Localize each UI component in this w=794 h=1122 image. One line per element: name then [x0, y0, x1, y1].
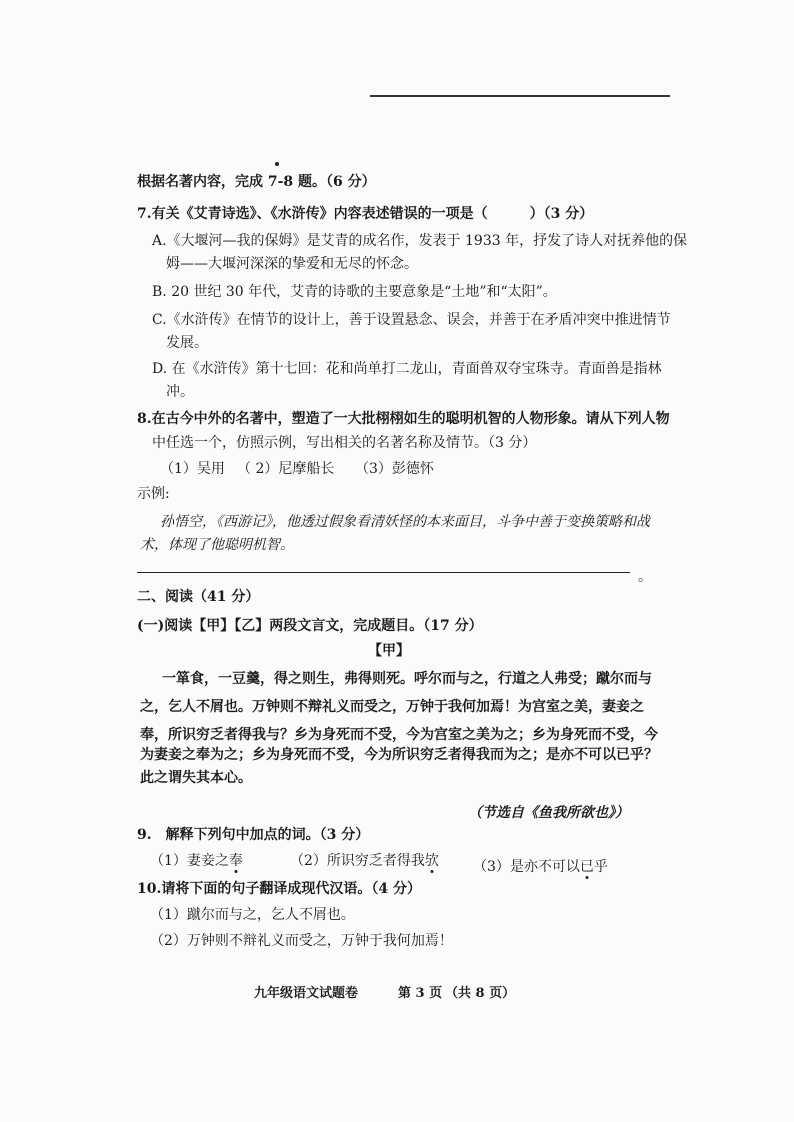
footer-title: 九年级语文试题卷 [254, 986, 359, 1001]
q7-option-d-line1: D. 在《水浒传》第十七回：花和尚单打二龙山，青面兽双夺宝珠寺。青面兽是指林 [152, 361, 662, 377]
q7-option-a-line1: A.《大堰河—我的保姆》是艾青的成名作，发表于 1933 年，抒发了诗人对抚养他的保 [152, 233, 688, 249]
q8-option-3: （3）彭德怀 [355, 461, 434, 477]
passage-line4: 为妻妾之奉为之；乡为身死而不受，今为所识穷乏者得我而为之；是亦不可以已乎？ [140, 747, 658, 763]
q8-option-1: （1）吴用 [160, 461, 225, 477]
passage-line3: 奉，所识穷乏者得我与？乡为身死而不受，今为宫室之美为之；乡为身死而不受，今 [140, 727, 658, 743]
passage-jia-heading: 【甲】 [368, 643, 410, 659]
q8-example-line1: 孙悟空，《西游记》，他透过假象看清妖怪的本来面目，斗争中善于变换策略和战 [160, 514, 650, 530]
q10-sentence-1: （1）蹴尔而与之，乞人不屑也。 [150, 907, 355, 923]
scan-top-border [370, 95, 670, 97]
passage-line1: 一箪食，一豆羹，得之则生，弗得则死。呼尔而与之，行道之人弗受；蹴尔而与 [162, 671, 652, 687]
q9-stem: 9. 解释下列句中加点的词。（3 分） [137, 827, 370, 843]
q9-item-2-text: （2）所识穷乏者得我 [290, 853, 425, 869]
q9-item-1-dotted-word: 奉 [228, 853, 243, 869]
footer-page: 第 3 页 [398, 986, 443, 1001]
q8-stem-line2: 中任选一个，仿照示例，写出相关的名著名称及情节。（3 分） [152, 435, 537, 451]
q9-item-2-dotted-word: 欤 [424, 853, 439, 869]
q9-item-3 [473, 858, 608, 876]
q7-option-c-line1: C.《水浒传》在情节的设计上，善于设置悬念、误会，并善于在矛盾冲突中推进情节 [152, 312, 671, 328]
answer-line-period: 。 [638, 569, 652, 585]
q9-item-3-dotted-word: 已 [579, 859, 594, 875]
q7-stem: 7.有关《艾青诗选》、《水浒传》内容表述错误的一项是（ ）（3 分） [137, 206, 594, 222]
ink-dot [275, 162, 279, 166]
q8-example-line2: 术，体现了他聪明机智。 [140, 537, 294, 553]
q7-option-a-line2: 姆——大堰河深深的挚爱和无尽的怀念。 [166, 256, 418, 272]
q9-item-3-tail: 乎 [593, 859, 608, 875]
q9-item-2 [290, 852, 439, 870]
passage-line2: 之，乞人不屑也。万钟则不辩礼义而受之，万钟于我何加焉！为宫室之美，妻妾之 [140, 699, 644, 715]
q9-item-1 [150, 852, 243, 870]
q7-option-b: B. 20 世纪 30 年代，艾青的诗歌的主要意象是“土地”和“太阳”。 [152, 284, 557, 300]
q8-stem-line1: 8.在古今中外的名著中，塑造了一大批栩栩如生的聪明机智的人物形象。请从下列人物 [137, 411, 670, 427]
section-intro: 根据名著内容，完成 7-8 题。（6 分） [137, 174, 376, 190]
q9-item-1-text: （1）妻妾之 [150, 853, 229, 869]
q8-example-label: 示例: [137, 486, 170, 502]
q10-stem: 10.请将下面的句子翻译成现代汉语。（4 分） [137, 881, 421, 897]
section2-subtitle: (一)阅读【甲】【乙】两段文言文，完成题目。（17 分） [137, 618, 483, 634]
q8-option-2: （ 2）尼摩船长 [237, 461, 335, 477]
section2-title: 二、阅读（41 分） [137, 589, 260, 605]
q10-sentence-2: （2）万钟则不辩礼义而受之，万钟于我何加焉！ [150, 933, 453, 949]
q9-item-3-text: （3）是亦不可以 [473, 859, 580, 875]
footer-total: （共 8 页） [445, 986, 516, 1001]
passage-source: （节选自《鱼我所欲也》） [468, 805, 629, 821]
passage-line5: 此之谓失其本心。 [140, 770, 252, 786]
q7-option-d-line2: 冲。 [166, 384, 194, 400]
q7-option-c-line2: 发展。 [166, 335, 208, 351]
q8-answer-line[interactable] [137, 572, 630, 573]
